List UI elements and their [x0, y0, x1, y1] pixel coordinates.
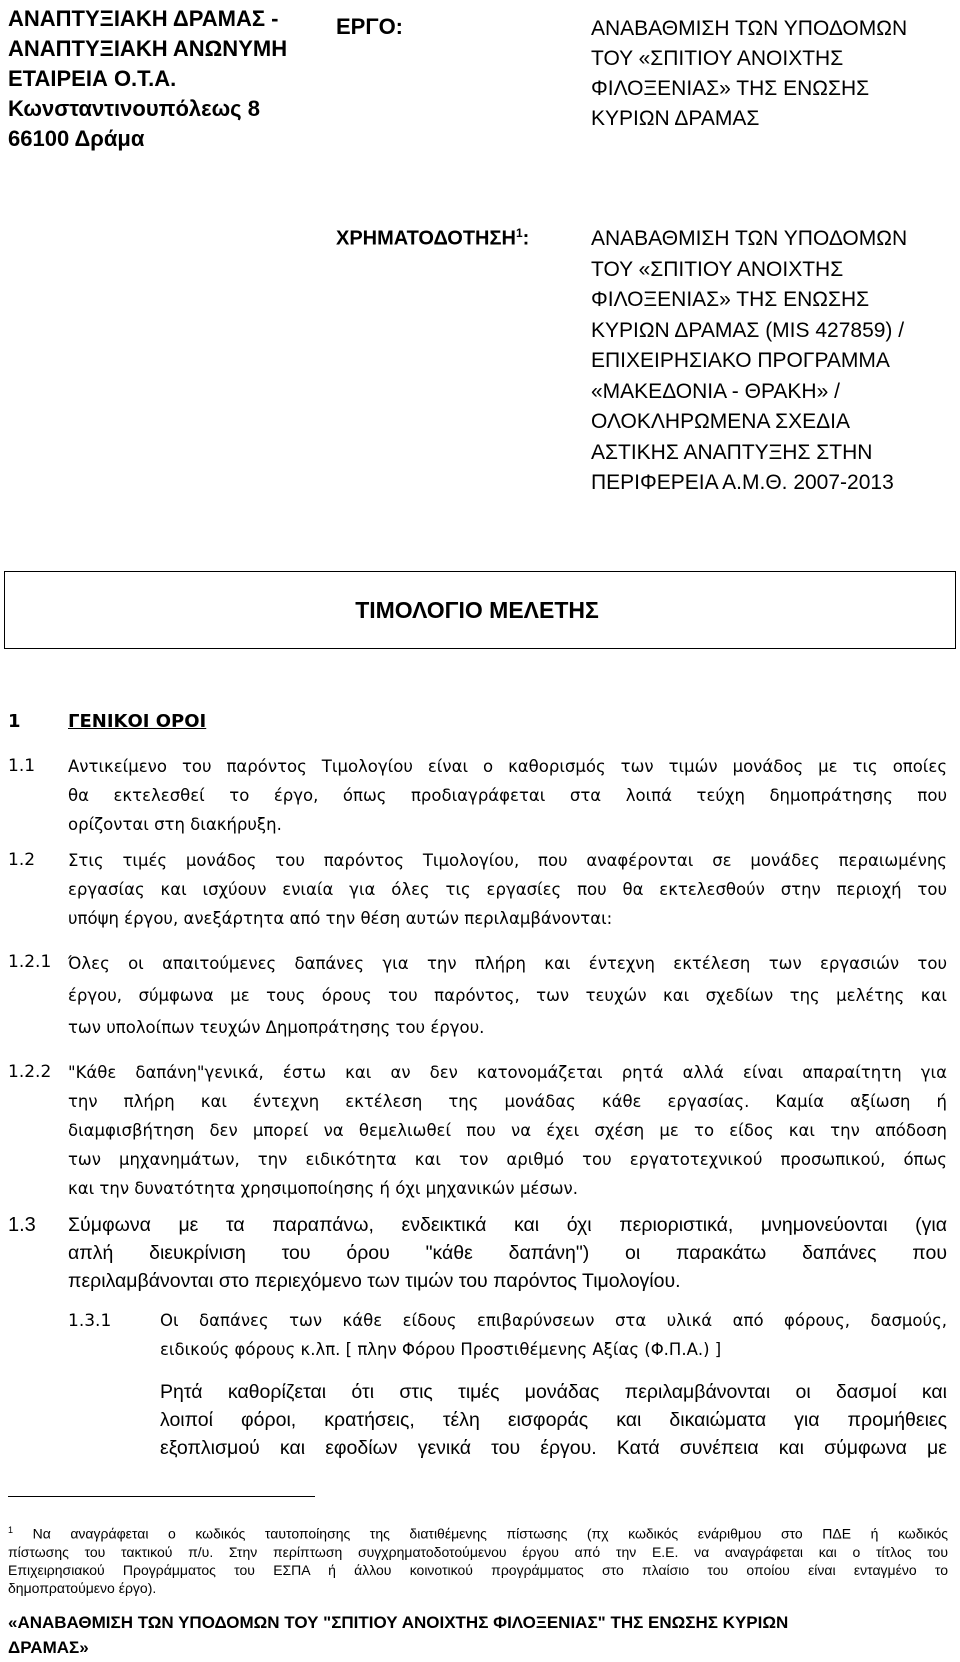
funding-line: ΤΟΥ «ΣΠΙΤΙΟΥ ΑΝΟΙΧΤΗΣ — [591, 257, 844, 281]
paragraph-line: έργου, σύμφωνα με τους όρους του παρόντος, των τευχών και σχεδίων της μελέτης και — [68, 986, 947, 1005]
paragraph-1-3 — [68, 1211, 947, 1295]
paragraph-line: υπόψη έργου, ανεξάρτητα από την θέση αυτών περιλαμβάνονται: — [68, 909, 613, 928]
footnote-line: Επιχειρησιακού Προγράμματος του ΕΣΠΑ ή άλλου κοινοτικού προγράμματος στο πλαίσιο του οποίου είναι ενταγμένο το — [8, 1561, 948, 1578]
footnote-text: Να αναγράφεται ο κωδικός ταυτοποίησης της διατιθέμενης πίστωσης (πχ κωδικός ενάριθμου στο ΠΔΕ ή κωδικός — [32, 1525, 949, 1542]
document-title-box — [4, 571, 956, 649]
paragraph-line: θα εκτελεσθεί το έργο, όπως προδιαγράφεται στα λοιπά τεύχη δημοπράτησης που — [68, 786, 947, 805]
paragraph-number: 1.2.1 — [8, 952, 52, 972]
paragraph-line: λοιποί φόροι, κρατήσεις, τέλη εισφοράς και δικαιώματα για προμήθειες — [160, 1409, 947, 1431]
section-number: 1 — [8, 711, 21, 732]
funding-line: ΑΣΤΙΚΗΣ ΑΝΑΠΤΥΞΗΣ ΣΤΗΝ — [591, 440, 873, 464]
project-title-line: ΚΥΡΙΩΝ ΔΡΑΜΑΣ — [591, 107, 760, 130]
funding-line: ΦΙΛΟΞΕΝΙΑΣ» ΤΗΣ ΕΝΩΣΗΣ — [591, 288, 870, 311]
paragraph-line: Αντικείμενο του παρόντος Τιμολογίου είναι ο καθορισμός των τιμών μονάδος με τις οποίες — [68, 757, 947, 776]
paragraph-line: διαμφισβήτηση δεν μπορεί να θεμελιωθεί που να έχει σχέση με το είδος και την απόδοση — [68, 1121, 947, 1140]
paragraph-line: την πλήρη και έντεχνη εκτέλεση της μονάδας κάθε εργασίας. Καμία αξίωση ή — [68, 1092, 947, 1111]
owner-line: ΕΤΑΙΡΕΙΑ Ο.Τ.Α. — [8, 66, 177, 91]
owner-line: Κωνσταντινουπόλεως 8 — [8, 96, 260, 121]
paragraph-line: Στις τιμές μονάδος του παρόντος Τιμολογίου, που αναφέρονται σε μονάδες περαιωμένης — [68, 851, 947, 870]
project-label: ΕΡΓΟ: — [336, 14, 404, 39]
paragraph-line: περιλαμβάνονται στο περιεχόμενο των τιμών του παρόντος Τιμολογίου. — [68, 1270, 681, 1292]
funding-line: ΠΕΡΙΦΕΡΕΙΑ Α.Μ.Θ. 2007-2013 — [591, 471, 894, 494]
footer-line: ΔΡΑΜΑΣ» — [8, 1638, 89, 1657]
paragraph-line: των υπολοίπων τευχών Δημοπράτησης του έργου. — [68, 1018, 485, 1037]
funding-line: ΚΥΡΙΩΝ ΔΡΑΜΑΣ (MIS 427859) / — [591, 318, 905, 342]
paragraph-number: 1.1 — [8, 756, 36, 776]
document-title: ΤΙΜΟΛΟΓΙΟ ΜΕΛΕΤΗΣ — [355, 596, 599, 623]
owner-line: ΑΝΑΠΤΥΞΙΑΚΗ ΑΝΩΝΥΜΗ — [8, 36, 288, 61]
section-title: ΓΕΝΙΚΟΙ ΟΡΟΙ — [68, 711, 207, 732]
owner-line: 66100 Δράμα — [8, 126, 145, 151]
paragraph-line: των μηχανημάτων, την ειδικότητα και τον αριθμό του εργατοτεχνικού προσωπικού, όπως — [68, 1150, 947, 1169]
page-footer — [8, 1610, 948, 1660]
paragraph-line: Σύμφωνα με τα παραπάνω, ενδεικτικά και όχι περιοριστικά, μνημονεύονται (για — [68, 1214, 947, 1236]
project-title-line: ΦΙΛΟΞΕΝΙΑΣ» ΤΗΣ ΕΝΩΣΗΣ — [591, 77, 870, 100]
paragraph-line: ειδικούς φόρους κ.λπ. [ πλην Φόρου Προστιθέμενης Αξίας (Φ.Π.Α.) ] — [160, 1340, 722, 1359]
paragraph-number: 1.2 — [8, 850, 36, 870]
paragraph-1-3-1-continued — [160, 1378, 947, 1462]
paragraph-1-2 — [68, 846, 947, 933]
paragraph-number: 1.2.2 — [8, 1062, 52, 1082]
funding-line: ΑΝΑΒΑΘΜΙΣΗ ΤΩΝ ΥΠΟΔΟΜΩΝ — [591, 227, 908, 250]
owner-line: ΑΝΑΠΤΥΞΙΑΚΗ ΔΡΑΜΑΣ - — [8, 6, 279, 31]
owner-address-block — [8, 4, 308, 154]
footnote-marker: 1 — [8, 1525, 14, 1535]
footnote-ref[interactable]: 1 — [515, 226, 523, 240]
project-title-line: ΤΟΥ «ΣΠΙΤΙΟΥ ΑΝΟΙΧΤΗΣ — [591, 47, 844, 70]
paragraph-1-1 — [68, 752, 947, 839]
paragraph-number: 1.3.1 — [68, 1311, 112, 1331]
footnote-line — [8, 1521, 948, 1543]
paragraph-line: "Κάθε δαπάνη"γενικά, έστω και αν δεν κατονομάζεται ρητά αλλά είναι απαραίτητη για — [68, 1063, 947, 1082]
paragraph-number: 1.3 — [8, 1214, 36, 1236]
funding-label-text: ΧΡΗΜΑΤΟΔΟΤΗΣΗ — [336, 227, 516, 250]
footnote-line: δημοπρατούμενο έργο). — [8, 1579, 157, 1596]
funding-label — [336, 226, 529, 251]
project-title — [591, 14, 951, 134]
paragraph-line: απλή διευκρίνιση του όρου "κάθε δαπάνη") οι παρακάτω δαπάνες που — [68, 1242, 947, 1264]
footnote-line: πίστωσης του τακτικού π/υ. Στην περίπτωση συγχρηματοδοτούμενου έργου από την Ε.Ε. να αναγράφεται και ο τίτλος του — [8, 1543, 948, 1560]
paragraph-1-2-2 — [68, 1058, 947, 1203]
funding-line: ΟΛΟΚΛΗΡΩΜΕΝΑ ΣΧΕΔΙΑ — [591, 410, 850, 433]
funding-description — [591, 224, 951, 499]
paragraph-line: εξοπλισμού και εφοδίων γενικά του έργου. Κατά συνέπεια και σύμφωνα με — [160, 1437, 947, 1459]
paragraph-line: Ρητά καθορίζεται ότι στις τιμές μονάδας περιλαμβάνονται οι δασμοί και — [160, 1381, 947, 1403]
funding-label-colon: : — [522, 227, 530, 250]
paragraph-line: εργασίας και ισχύουν ενιαία για όλες τις εργασίες που θα εκτελεσθούν στην περιοχή του — [68, 880, 947, 899]
paragraph-line: ορίζονται στη διακήρυξη. — [68, 815, 282, 834]
paragraph-1-2-1 — [68, 948, 947, 1044]
footnote — [8, 1521, 948, 1597]
footnote-separator — [8, 1496, 315, 1497]
paragraph-line: Όλες οι απαιτούμενες δαπάνες για την πλήρη και έντεχνη εκτέλεση των εργασιών του — [68, 954, 947, 973]
funding-line: «ΜΑΚΕΔΟΝΙΑ - ΘΡΑΚΗ» / — [591, 379, 840, 403]
paragraph-line: και την δυνατότητα χρησιμοποίησης ή όχι μηχανικών μέσων. — [68, 1179, 578, 1198]
paragraph-line: Οι δαπάνες των κάθε είδους επιβαρύνσεων στα υλικά από φόρους, δασμούς, — [160, 1311, 947, 1330]
funding-line: ΕΠΙΧΕΙΡΗΣΙΑΚΟ ΠΡΟΓΡΑΜΜΑ — [591, 349, 890, 372]
footer-line: «ΑΝΑΒΑΘΜΙΣΗ ΤΩΝ ΥΠΟΔΟΜΩΝ ΤΟΥ "ΣΠΙΤΙΟΥ ΑΝΟΙΧΤΗΣ ΦΙΛΟΞΕΝΙΑΣ" ΤΗΣ ΕΝΩΣΗΣ ΚΥΡΙΩΝ — [8, 1613, 789, 1632]
paragraph-1-3-1 — [160, 1306, 947, 1364]
project-title-line: ΑΝΑΒΑΘΜΙΣΗ ΤΩΝ ΥΠΟΔΟΜΩΝ — [591, 17, 908, 40]
